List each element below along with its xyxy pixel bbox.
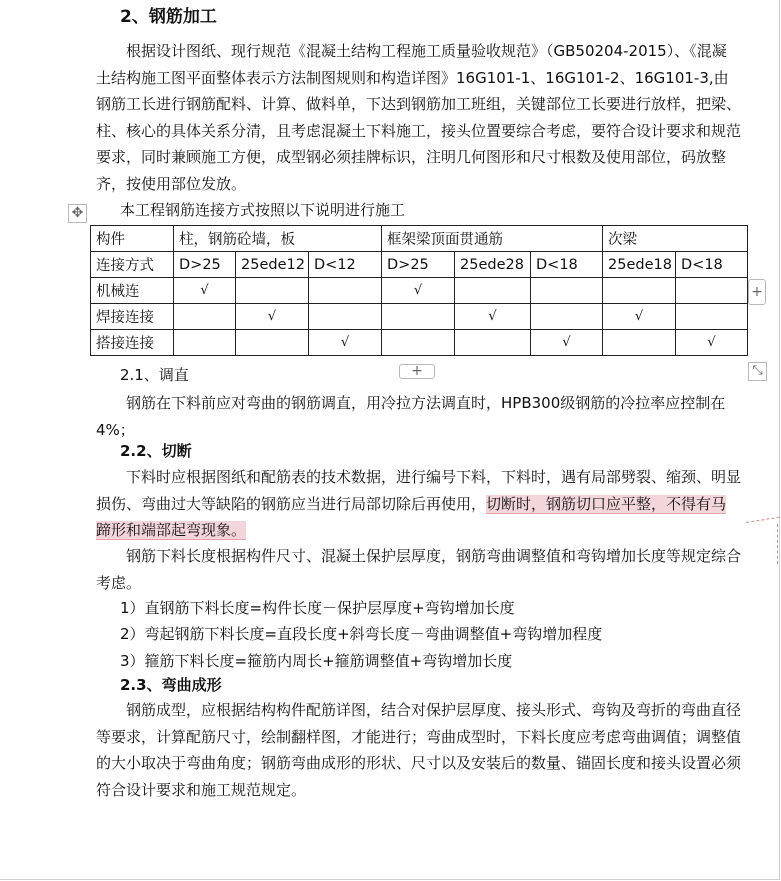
table-cell: D<18 [531,252,603,278]
check-cell: √ [309,330,382,356]
table-cell: 连接方式 [91,252,174,278]
check-cell: √ [455,304,531,330]
check-cell: √ [174,278,236,304]
check-cell [531,278,603,304]
check-cell [236,330,309,356]
table-cell: 25ede28 [455,252,531,278]
table-subheader-row [91,252,748,278]
check-cell [309,304,382,330]
check-cell: √ [382,278,455,304]
paragraph-length: 钢筋下料长度根据构件尺寸、混凝土保护层厚度，钢筋弯曲调整值和弯钩增加长度等规定综合考虑。 [96,547,742,592]
paragraph-bending: 钢筋成型，应根据结构构件配筋详图，结合对保护层厚度、接头形式、弯钩及弯折的弯曲直径等要求，计算配筋尺寸，绘制翻样图，才能进行；弯曲成型时，下料长度应考虑弯曲调值；调整值的大小取决于弯曲角度；钢筋弯曲成形的形状、尺寸以及安装后的数量、锚固长度和接头设置必须符合设计要求和施工规范规定。 [96,701,742,799]
resize-icon[interactable]: ⤡ [748,362,767,381]
comment-connector [777,524,778,564]
row-label: 焊接连接 [91,304,174,330]
check-cell [531,304,603,330]
row-label: 搭接连接 [91,330,174,356]
check-cell: √ [676,330,748,356]
table-cell: D<18 [676,252,748,278]
check-cell [236,278,309,304]
check-cell [676,278,748,304]
table-row [91,304,748,330]
table-cell: D>25 [174,252,236,278]
table-row [91,278,748,304]
list-item: 1）直钢筋下料长度=构件长度－保护层厚度+弯钩增加长度 [120,599,515,617]
subsection-title: 2.1、调直 [120,366,189,384]
table-row [91,330,748,356]
table-cell: 25ede18 [603,252,676,278]
table-cell: D>25 [382,252,455,278]
check-cell: √ [236,304,309,330]
check-cell: √ [531,330,603,356]
table-header-cell: 柱，钢筋砼墙，板 [174,226,382,252]
paragraph-straightening: 钢筋在下料前应对弯曲的钢筋调直，用冷拉方法调直时，HPB300级钢筋的冷拉率应控制在 4%； [96,394,726,439]
check-cell [676,304,748,330]
table-header-row [91,226,748,252]
check-cell [174,330,236,356]
table-header-cell: 构件 [91,226,174,252]
subsection-title: 2.3、弯曲成形 [120,676,222,694]
table-header-cell: 次梁 [603,226,748,252]
cutting-text: 下料时应根据图纸和配筋表的技术数据，进行编号下料，下料时，遇有局部劈裂、缩颈、明显损伤、弯曲过大等缺陷的钢筋应当进行局部切除后再使用， [96,468,742,513]
comment-highlight[interactable]: 切断时，钢筋切口应平整，不得有马蹄形和端部起弯现象。 [96,494,727,539]
check-cell [455,330,531,356]
connection-table [90,225,748,356]
check-cell [603,330,676,356]
table-header-cell: 框架梁顶面贯通筋 [382,226,603,252]
check-cell [382,304,455,330]
row-label: 机械连 [91,278,174,304]
add-column-button[interactable]: + [748,279,766,305]
check-cell [382,330,455,356]
intro-paragraph: 根据设计图纸、现行规范《混凝土结构工程施工质量验收规范》（GB50204-2015）、《混凝土结构施工图平面整体表示方法制图规则和构造详图》16G101-1、16G101-2、16G101-3,由钢筋工长进行钢筋配料、计算、做料单，下达到钢筋加工班组，关键部位工长要进行放样，把梁、柱、核心的具体关系分清，且考虑混凝土下料施工，接头位置要综合考虑，要符合设计要求和规范要求，同时兼顾施工方便，成型钢必须挂牌标识，注明几何图形和尺寸根数及使用部位，码放整齐，按使用部位发放。 [96,42,742,193]
move-icon[interactable]: ✥ [68,204,87,223]
table-cell: 25ede12 [236,252,309,278]
check-cell [309,278,382,304]
list-item: 3）箍筋下料长度=箍筋内周长+箍筋调整值+弯钩增加长度 [120,652,513,670]
subsection-title: 2.2、切断 [120,442,192,460]
check-cell: √ [603,304,676,330]
check-cell [455,278,531,304]
add-row-button[interactable]: + [399,364,435,379]
check-cell [174,304,236,330]
table-cell: D<12 [309,252,382,278]
paragraph-cutting [96,464,741,544]
check-cell [603,278,676,304]
section-heading: 2、钢筋加工 [120,7,217,27]
table-intro: 本工程钢筋连接方式按照以下说明进行施工 [120,201,406,219]
list-item: 2）弯起钢筋下料长度=直段长度+斜弯长度－弯曲调整值+弯钩增加程度 [120,625,603,643]
